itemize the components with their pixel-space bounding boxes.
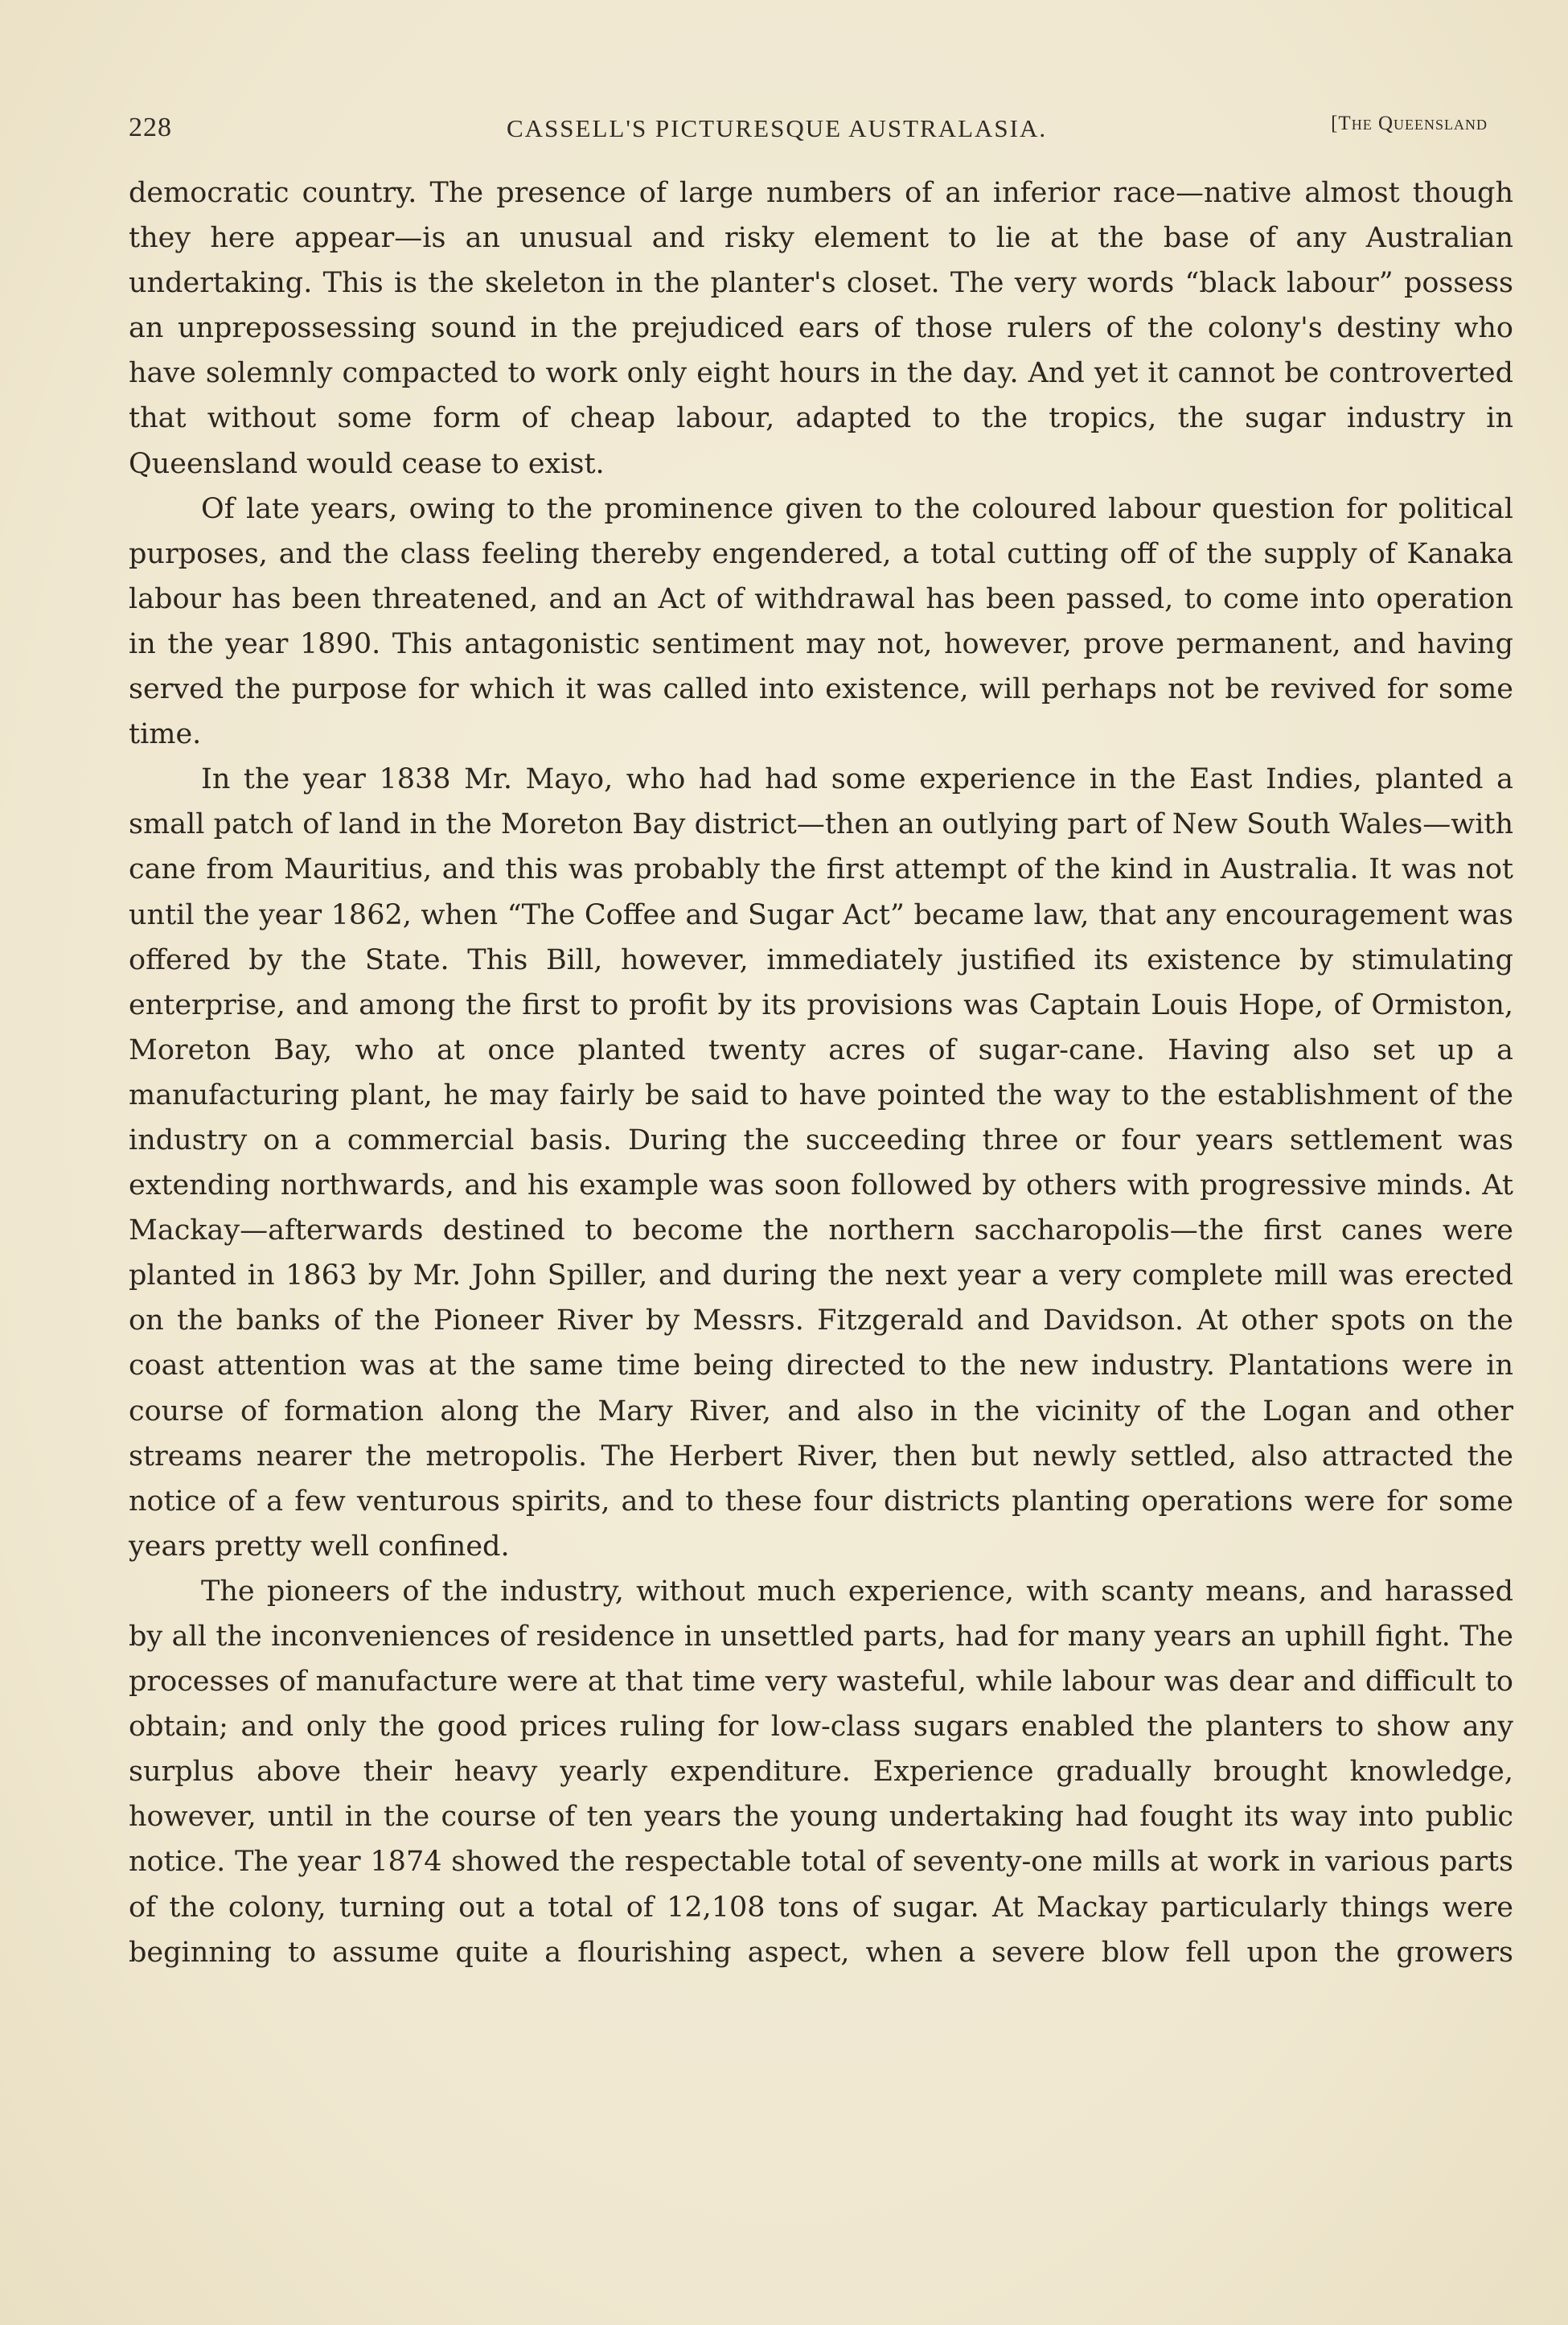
section-title: [The Queensland	[1331, 113, 1488, 134]
running-head	[129, 113, 1488, 153]
body-text	[129, 170, 1513, 1975]
paragraph-early-history: In the year 1838 Mr. Mayo, who had had some experience in the East Indies, planted a small patch of land in the Moreton Bay district—then an outlying part of New South Wales—with cane from Mauritius, and this was probably the first attempt of the kind in Australia. It was not until the year 1862, when “The Coffee and Sugar Act” became law, that any encouragement was offered by the State. This Bill, however, immediately justified its existence by stimulating enterprise, and among the first to profit by its provisions was Captain Louis Hope, of Ormiston, Moreton Bay, who at once planted twenty acres of sugar-cane. Having also set up a manufacturing plant, he may fairly be said to have pointed the way to the establishment of the industry on a commercial basis. During the succeeding three or four years settlement was extending northwards, and his example was soon followed by others with progressive minds. At Mackay—afterwards destined to become the northern saccharopolis—the first canes were planted in 1863 by Mr. John Spiller, and during the next year a very complete mill was erected on the banks of the Pioneer River by Messrs. Fitzgerald and Davidson. At other spots on the coast attention was at the same time being directed to the new industry. Plantations were in course of formation along the Mary River, and also in the vicinity of the Logan and other streams nearer the metropolis. The Herbert River, then but newly settled, also attracted the notice of a few venturous spirits, and to these four districts planting operations were for some years pretty well confined.	[129, 763, 1513, 1563]
paragraph-continued: democratic country. The presence of large numbers of an inferior race—native almost though they here appear—is an unusual and risky element to lie at the base of any Australian undertaking. This is the skeleton in the planter's closet. The very words “black labour” possess an unprepossessing sound in the prejudiced ears of those rulers of the colony's destiny who have solemnly compacted to work only eight hours in the day. And yet it cannot be controverted that without some form of cheap labour, adapted to the tropics, the sugar industry in Queensland would cease to exist.	[129, 177, 1513, 480]
book-title: CASSELL'S PICTURESQUE AUSTRALASIA.	[507, 114, 1048, 142]
paragraph-pioneers: The pioneers of the industry, without much experience, with scanty means, and harassed by all the inconveniences of residence in unsettled parts, had for many years an uphill fight. The processes of manufacture were at that time very wasteful, while labour was dear and difficult to obtain; and only the good prices ruling for low-class sugars enabled the planters to show any surplus above their heavy yearly expenditure. Experience gradually brought knowledge, however, until in the course of ten years the young undertaking had fought its way into public notice. The year 1874 showed the respectable total of seventy-one mills at work in various parts of the colony, turning out a total of 12,108 tons of sugar. At Mackay particularly things were beginning to assume quite a flourishing aspect, when a severe blow fell upon the growers	[129, 1575, 1513, 1969]
paragraph-labour-question: Of late years, owing to the prominence given to the coloured labour question for political purposes, and the class feeling thereby engendered, a total cutting off of the supply of Kanaka labour has been threatened, and an Act of withdrawal has been passed, to come into operation in the year 1890. This antagonistic sentiment may not, however, prove permanent, and having served the purpose for which it was called into existence, will perhaps not be revived for some time.	[129, 492, 1513, 751]
page-number: 228	[129, 113, 172, 142]
